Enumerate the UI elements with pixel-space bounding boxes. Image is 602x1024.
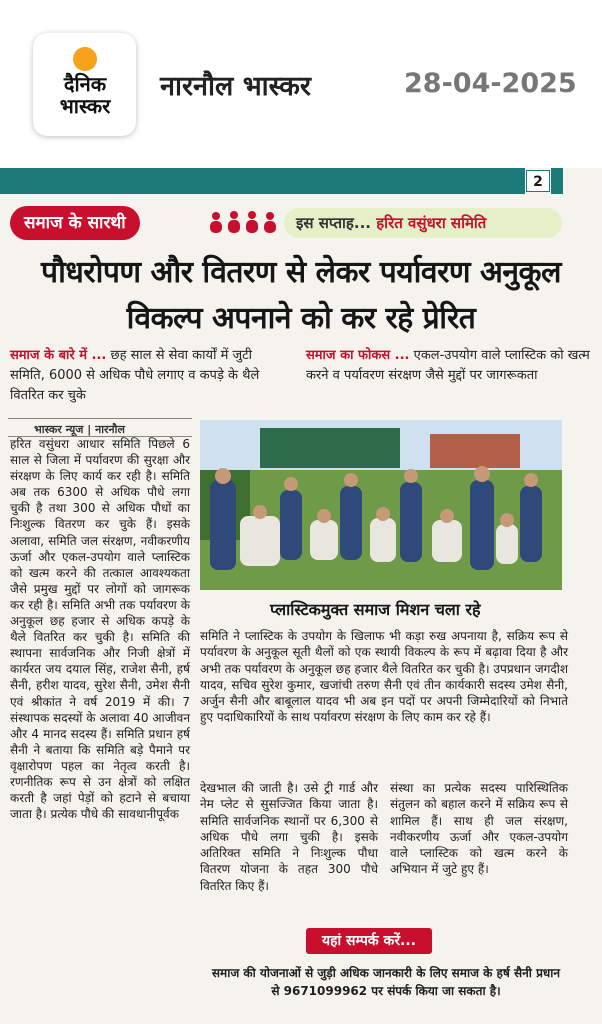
article-column-1: हरित वसुंधरा आधार समिति पिछले 6 साल से जिला में पर्यावरण की सुरक्षा और संरक्षण के लिए कार्य कर रही है। समिति अब तक 6300 से अधिक पौधे लगा चुकी है तथा 300 से अधिक पौधों का निःशुल्क वितरण कर चुके हैं। इसके अलावा, समिति जल संरक्षण, नवीकरणीय ऊर्जा और एकल-उपयोग वाले प्लास्टिक को खत्म करने की तत्काल आवश्यकता जैसे प्रमुख मुद्दों पर लोगों को जागरूक कर रही है। समिति अभी तक पर्यावरण के अनुकूल छह हजार से अधिक कपड़े के थैले वितरित कर चुकी है। समिति की स्थापना सार्वजनिक और निजी क्षेत्रों में कार्यरत जय दयाल सिंह, राजेश सैनी, हर्ष सैनी, हरीश यादव, सुरेश सैनी, उमेश सैनी एवं श्रीकांत ने वर्ष 2019 में की। 7 संस्थापक सदस्यों के अलावा 40 आजीवन और 4 मानद सदस्य हैं। समिति प्रधान हर्ष सैनी ने बताया कि समिति बड़े पैमाने पर वृक्षारोपण पहल का नेतृत्व करती है। रणनीतिक रूप से उन क्षेत्रों को लक्षित करती है जहां पेड़ों को हटाने से बचाया जाता है। प्रत्येक पौधे की सावधानीपूर्वक [10,437,190,822]
app-header [0,0,602,160]
page-number: 2 [526,170,550,192]
logo-line1: दैनिक [63,72,107,96]
dainik-bhaskar-logo[interactable] [33,33,136,136]
about-label: समाज के बारे में ... [10,348,107,363]
focus-label: समाज का फोकस ... [306,348,410,363]
article-mid-paragraph: समिति ने प्लास्टिक के उपयोग के खिलाफ भी कड़ा रुख अपनाया है, सक्रिय रूप से पर्यावरण के अनुकूल सूती थैलों को एक स्थायी विकल्प के रूप में बढ़ावा दिया है और अभी तक पर्यावरण के अनुकूल छह हजार थैले वितरित कर चुकी है। उपप्रधान जगदीश यादव, सचिव सुरेश कुमार, खजांची तरुण सैनी एवं तीन कार्यकारी सदस्य उमेश सैनी, अर्जुन सैनी और बाबूलाल यादव भी अब इन पदों पर अपनी जिम्मेदारियों को निभाते हुए पदाधिकारियों के साथ पर्यावरण संरक्षण के लिए काम कर रहे हैं। [200,629,568,725]
week-prefix: इस सप्ताह... [296,214,371,232]
article-column-2: देखभाल की जाती है। उसे ट्री गार्ड और नेम प्लेट से सुसज्जित किया जाता है। समिति सार्वजनिक स्थानों पर 6,300 से अधिक पौधे लगा चुकी है। इसके अतिरिक्त समिति ने निःशुल्क पौधा वितरण योजना के तहत 300 पौधे वितरित किए हैं। [200,781,378,893]
people-group-icon [198,206,288,240]
edition-title: नारनौल भास्कर [160,71,311,102]
contact-tag: यहां सम्पर्क करें... [306,928,432,954]
about-society [10,346,290,406]
contact-info: समाज की योजनाओं से जुड़ी अधिक जानकारी के लिए समाज के हर्ष सैनी प्रधान से 9671099962 पर संपर्क किया जा सकता है। [211,966,561,998]
article-headline: पौधरोपण और वितरण से लेकर पर्यावरण अनुकूल विकल्प अपनाने को कर रहे प्रेरित [41,255,561,336]
week-org: हरित वसुंधरा समिति [376,214,487,232]
group-photo [200,420,562,590]
about-text: छह साल से सेवा कार्यों में जुटी समिति, 6000 से अधिक पौधे लगाए व कपड़े के थैले वितरित कर चुके [10,348,260,403]
logo-line2: भास्कर [59,94,111,118]
sun-icon [73,47,97,71]
focus-text: एकल-उपयोग वाले प्लास्टिक को खत्म करने व पर्यावरण संरक्षण जैसे मुद्दों पर जागरूकता [306,348,590,383]
page-top-bar [0,168,525,194]
edition-date: 28-04-2025 [404,68,577,99]
logo-text [43,73,127,117]
epaper-page[interactable] [0,168,602,1024]
page-top-bar-end [551,168,563,194]
society-focus [306,346,590,386]
article-column-3: संस्था का प्रत्येक सदस्य पारिस्थितिक संतुलन को बहाल करने में सक्रिय रूप से शामिल हैं। साथ ही जल संरक्षण, नवीकरणीय ऊर्जा और एकल-उपयोग वाले प्लास्टिक को खत्म करने के अभियान में जुटे हुए हैं। [390,781,568,877]
section-tag: समाज के सारथी [10,206,140,240]
week-label [284,208,562,238]
photo-caption: प्लास्टिकमुक्त समाज मिशन चला रहे [270,600,481,619]
byline: भास्कर न्यूज | नारनौल [34,423,125,436]
divider [8,418,192,419]
